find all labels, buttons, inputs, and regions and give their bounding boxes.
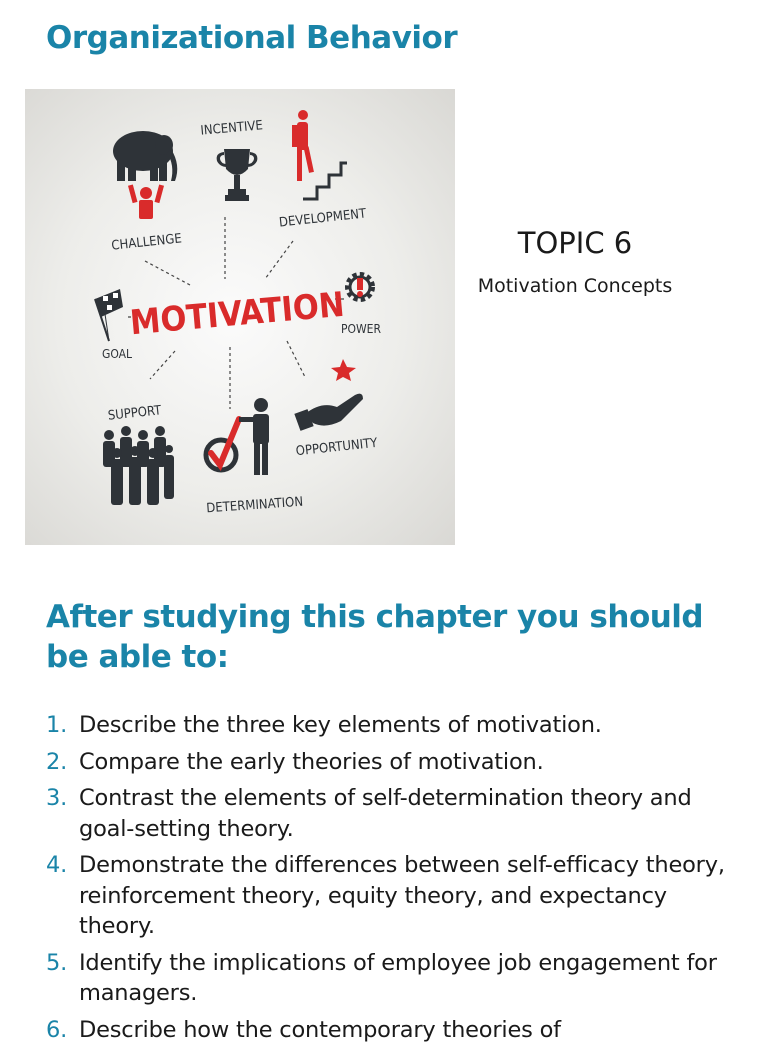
list-item-number: 3.: [46, 785, 68, 811]
label-incentive: INCENTIVE: [199, 118, 264, 139]
checkmark-person-icon: [206, 398, 269, 475]
motivation-word: MOTIVATION: [128, 284, 347, 344]
objectives-heading: After studying this chapter you should be able to:: [46, 599, 704, 675]
topic-subtitle: Motivation Concepts: [477, 275, 673, 297]
topic-number: TOPIC 6: [517, 226, 633, 260]
list-item: [46, 948, 736, 1009]
list-item: [46, 783, 736, 844]
list-item: [46, 1015, 736, 1046]
motivation-illustration: [25, 89, 455, 545]
list-item-number: 1.: [46, 712, 68, 738]
list-item: [46, 710, 736, 741]
list-item-number: 2.: [46, 748, 68, 775]
gear-icon: [348, 275, 372, 299]
objectives-list: [46, 710, 736, 1051]
list-item-number: 6.: [46, 1016, 68, 1043]
label-opportunity: OPPORTUNITY: [295, 435, 379, 460]
hand-star-icon: [294, 359, 363, 431]
trophy-icon: [217, 149, 258, 201]
list-item: [46, 747, 736, 778]
stairs-climber-icon: [292, 110, 347, 199]
list-item-number: 5.: [46, 949, 68, 976]
list-item-text: Compare the early theories of motivation.: [79, 748, 544, 775]
list-item-text: Describe the three key elements of motivation.: [79, 712, 602, 738]
people-group-icon: [103, 426, 174, 505]
document-title: Organizational Behavior: [46, 20, 458, 56]
lifter-figure-icon: [128, 184, 164, 219]
label-support: SUPPORT: [107, 403, 163, 424]
checkered-flag-icon: [95, 289, 123, 341]
list-item: [46, 850, 736, 942]
list-item-text: Identify the implications of employee job engagement for managers.: [79, 949, 717, 1006]
list-item-text: Demonstrate the differences between self-efficacy theory, reinforcement theory, equity theory, and expectancy theory.: [79, 852, 725, 939]
list-item-text: Describe how the contemporary theories of: [79, 1016, 561, 1043]
label-development: DEVELOPMENT: [278, 206, 367, 231]
label-power: POWER: [340, 322, 382, 336]
topic-block: [460, 222, 690, 300]
list-item-text: Contrast the elements of self-determination theory and goal-setting theory.: [79, 785, 692, 842]
elephant-icon: [113, 131, 177, 181]
label-determination: DETERMINATION: [205, 494, 304, 517]
list-item-number: 4.: [46, 852, 68, 878]
label-challenge: CHALLENGE: [110, 231, 183, 254]
label-goal: GOAL: [101, 347, 133, 361]
